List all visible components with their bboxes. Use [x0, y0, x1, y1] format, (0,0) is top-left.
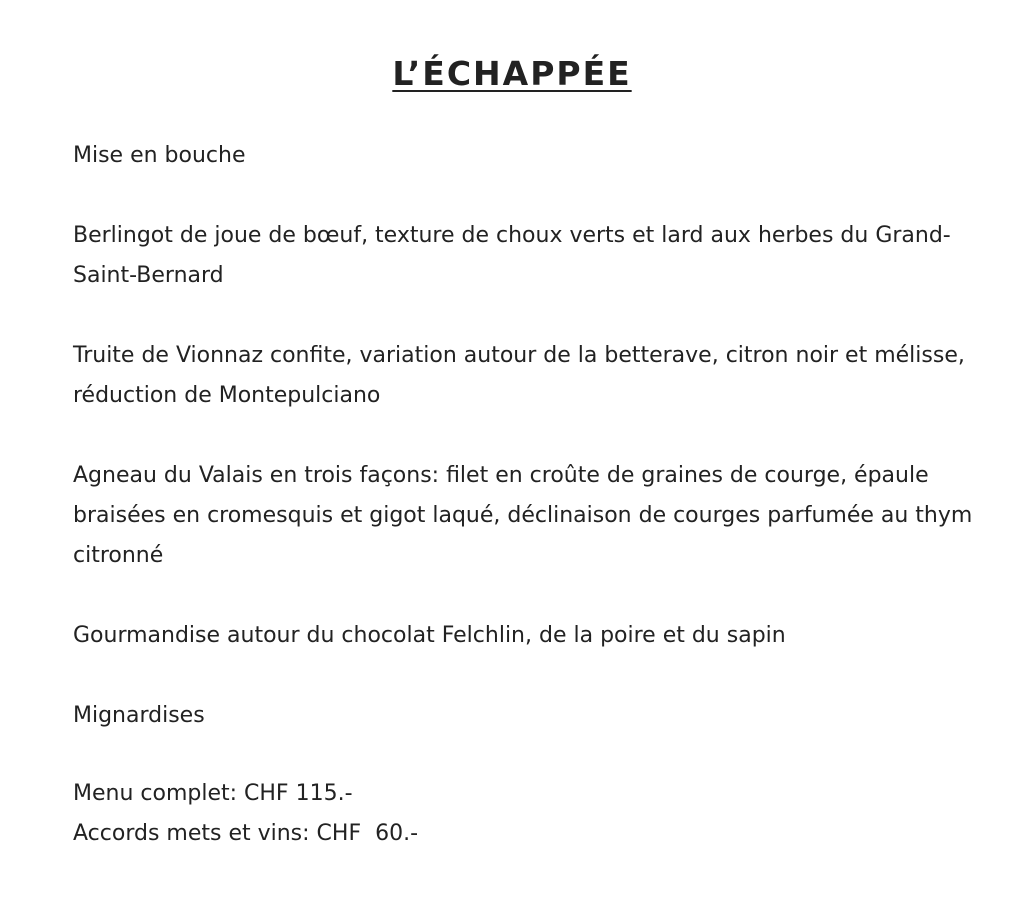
- course-item-amuse-bouche: Mise en bouche: [73, 143, 246, 168]
- course-item-dessert: Gourmandise autour du chocolat Felchlin, de la poire et du sapin: [73, 623, 786, 648]
- price-menu-complet: Menu complet: CHF 115.-: [73, 781, 353, 806]
- course-item-mignardises: Mignardises: [73, 703, 205, 728]
- course-item-lamb: Agneau du Valais en trois façons: filet en croûte de graines de courge, épaule braisées en cromesquis et gigot laqué, déclinaison de courges parfumée au thym citronné: [73, 463, 973, 568]
- course-item-trout: Truite de Vionnaz confite, variation autour de la betterave, citron noir et mélisse, réduction de Montepulciano: [73, 343, 965, 408]
- menu-title: L’ÉCHAPPÉE: [392, 54, 632, 93]
- price-wine-pairing: Accords mets et vins: CHF 60.-: [73, 821, 419, 846]
- course-item-starter-beef: Berlingot de joue de bœuf, texture de choux verts et lard aux herbes du Grand-Saint-Bernard: [73, 223, 951, 288]
- title-container: [0, 52, 1024, 96]
- price-section: [73, 774, 993, 854]
- course-list: [73, 136, 993, 776]
